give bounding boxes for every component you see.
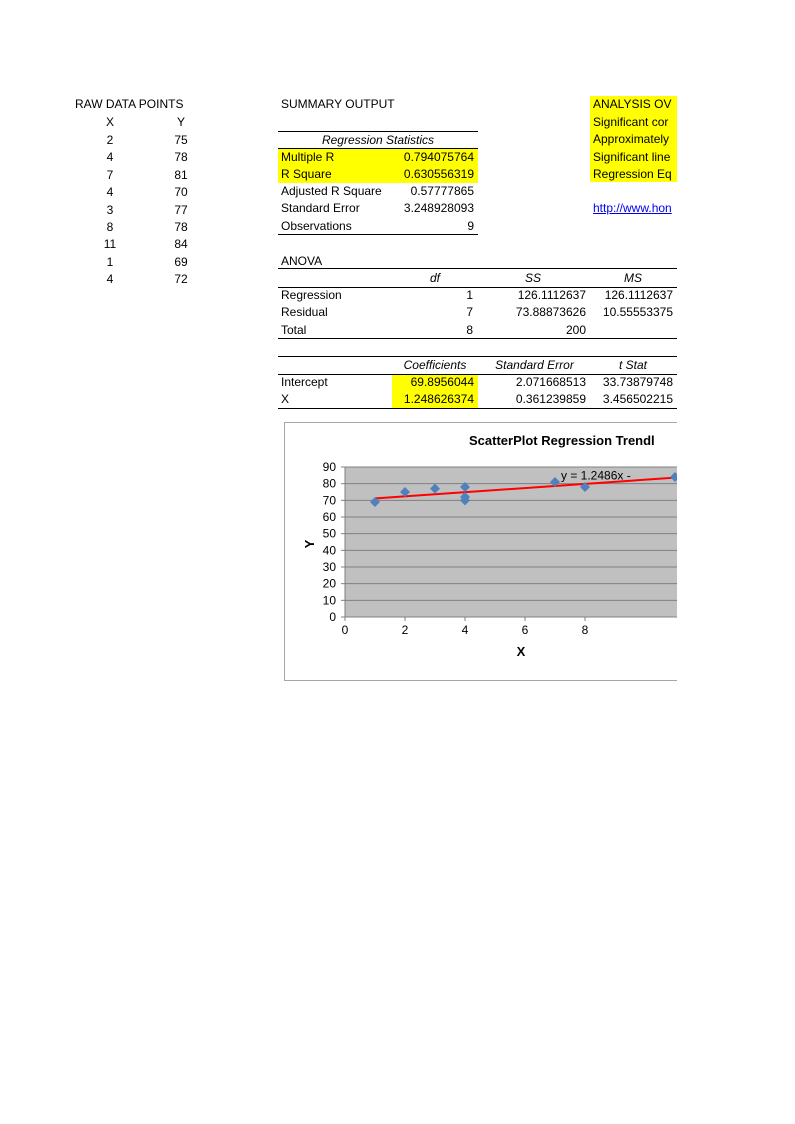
anova-header-ms: MS [624,271,642,285]
anova-header-df: df [429,271,440,285]
raw-x-value: 3 [106,202,114,217]
raw-x-value: 7 [106,167,114,182]
analysis-link[interactable]: http://www.hon [593,201,672,215]
anova-row-label: Total [281,323,307,337]
raw-x-value: 8 [106,220,114,234]
y-tick-label: 90 [322,460,336,474]
scatter-chart-svg [285,423,677,680]
raw-y-header: Y [176,115,185,129]
x-tick-label: 4 [461,623,469,637]
stat-value-r-square: 0.630556319 [403,167,474,181]
coef-row-standard-error: 2.071668513 [515,375,586,389]
raw-x-value: 4 [106,272,114,287]
divider [278,408,677,409]
x-tick-label: 0 [341,623,349,637]
coef-header-t-stat: t Stat [618,358,647,372]
raw-y-value: 75 [174,133,188,147]
y-tick-label: 30 [322,560,336,574]
divider [278,234,478,235]
divider [278,131,478,132]
divider [278,356,677,357]
divider [278,268,677,269]
y-axis-title: Y [302,539,317,549]
raw-x-value: 4 [106,185,114,200]
y-tick-label: 0 [329,610,336,624]
x-tick-label: 6 [521,623,529,637]
coef-header-coefficients: Coefficients [403,358,467,372]
raw-y-value: 84 [174,237,188,252]
raw-x-value: 11 [103,237,117,252]
coef-row-value: 69.8956044 [410,375,474,389]
regression-statistics-header: Regression Statistics [321,133,435,147]
y-tick-label: 10 [322,593,336,608]
analysis-line: Significant cor [593,115,669,129]
x-tick-label: 8 [581,623,589,637]
analysis-line: ANALYSIS OV [593,97,672,111]
raw-x-header: X [105,115,114,129]
raw-y-value: 70 [174,185,188,200]
anova-title: ANOVA [281,254,323,268]
raw-y-value: 78 [174,150,188,165]
analysis-line: Significant line [593,150,671,164]
y-tick-label: 40 [322,543,336,558]
coef-row-t-stat: 33.73879748 [602,375,673,389]
stat-label-standard-error: Standard Error [281,201,360,215]
stat-label-r-square: R Square [281,167,332,181]
anova-row-label: Residual [281,305,328,319]
raw-data-title: RAW DATA POINTS [75,97,184,111]
stat-value-multiple-r: 0.794075764 [403,150,474,164]
chart-title: ScatterPlot Regression Trendl [469,433,655,448]
divider [278,338,677,339]
coef-row-t-stat: 3.456502215 [602,392,673,406]
y-tick-label: 50 [322,526,336,541]
y-tick-label: 20 [322,576,336,591]
anova-row-df: 7 [466,305,473,319]
analysis-line: Approximately [593,132,670,146]
anova-row-ms: 10.55553375 [602,305,673,319]
anova-row-ms: 126.1112637 [604,288,673,302]
stat-value-adjusted-r-square: 0.57777865 [410,184,474,198]
trendline-equation: y = 1.2486x - [561,468,631,483]
anova-header-ss: SS [524,271,541,285]
raw-x-value: 1 [106,254,114,269]
stat-value-observations: 9 [467,219,474,233]
raw-y-value: 72 [174,272,188,287]
anova-row-ss: 126.1112637 [517,288,586,302]
coef-row-value: 1.248626374 [403,392,474,406]
stat-value-standard-error: 3.248928093 [403,201,474,215]
raw-y-value: 69 [174,254,188,269]
stat-label-observations: Observations [281,219,352,233]
raw-x-value: 2 [106,133,114,147]
analysis-line: Regression Eq [593,167,672,181]
y-tick-label: 70 [322,493,336,508]
stat-label-multiple-r: Multiple R [281,150,335,164]
anova-row-ss: 73.88873626 [515,305,586,319]
scatter-chart[interactable] [284,422,677,681]
x-tick-label: 2 [401,623,409,637]
anova-row-label: Regression [281,288,342,302]
coef-row-label: Intercept [281,375,328,389]
raw-x-value: 4 [106,150,114,165]
y-tick-label: 60 [322,510,336,524]
y-tick-label: 80 [322,476,336,491]
raw-y-value: 78 [174,220,188,234]
x-axis-title: X [516,644,526,659]
summary-title: SUMMARY OUTPUT [281,97,395,111]
coef-row-label: X [281,392,290,406]
stat-label-adjusted-r-square: Adjusted R Square [281,184,382,198]
coef-row-standard-error: 0.361239859 [515,392,586,406]
anova-row-df: 8 [466,323,473,337]
raw-y-value: 81 [174,167,188,182]
coef-header-standard-error: Standard Error [495,358,574,372]
raw-y-value: 77 [174,202,188,217]
anova-row-df: 1 [466,288,473,302]
anova-row-ss: 200 [565,323,586,337]
